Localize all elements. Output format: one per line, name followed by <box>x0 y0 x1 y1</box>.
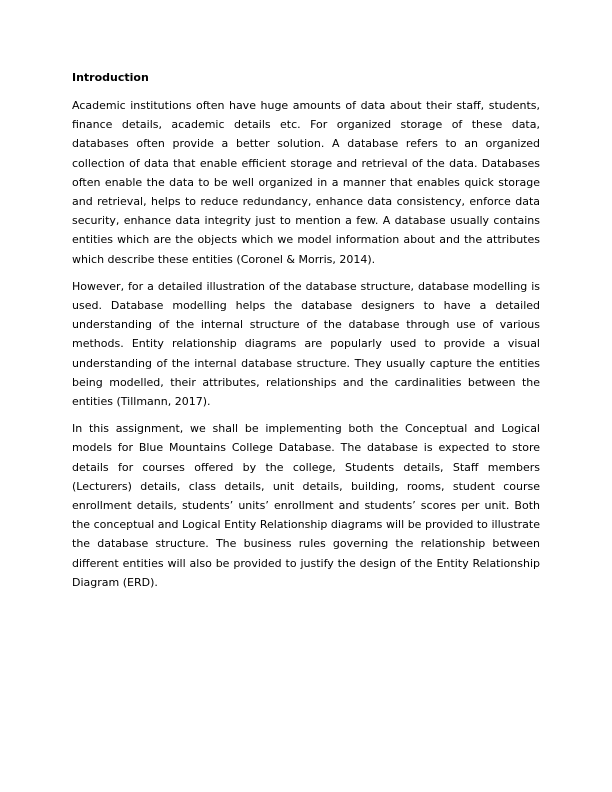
paragraph-modelling: However, for a detailed illustration of the database structure, database modelling is used. Database modelling helps the database designers to have a detailed understanding of the internal structure of the database through use of various methods. Entity relationship diagrams are popularly used to provide a visual understanding of the internal database structure. They usually capture the entities being modelled, their attributes, relationships and the cardinalities between the entities (Tillmann, 2017). <box>72 279 540 409</box>
section-heading: Introduction <box>72 71 149 84</box>
document-body <box>72 70 540 600</box>
paragraph-assignment: In this assignment, we shall be implementing both the Conceptual and Logical models for Blue Mountains College Database. The database is expected to store details for courses offered by the college, Students details, Staff members (Lecturers) details, class details, unit details, building, rooms, student course enrollment details, students’ units’ enrollment and students’ scores per unit. Both the conceptual and Logical Entity Relationship diagrams will be provided to illustrate the database structure. The business rules governing the relationship between different entities will also be provided to justify the design of the Entity Relationship Diagram (ERD). <box>72 422 540 589</box>
paragraph-intro: Academic institutions often have huge amounts of data about their staff, students, finance details, academic details etc. For organized storage of these data, databases often provide a better solution. A database refers to an organized collection of data that enable efficient storage and retrieval of the data. Databases often enable the data to be well organized in a manner that enables quick storage and retrieval, helps to reduce redundancy, enhance data consistency, enforce data security, enhance data integrity just to mention a few. A database usually contains entities which are the objects which we model information about and the attributes which describe these entities (Coronel & Morris, 2014). <box>72 99 540 266</box>
